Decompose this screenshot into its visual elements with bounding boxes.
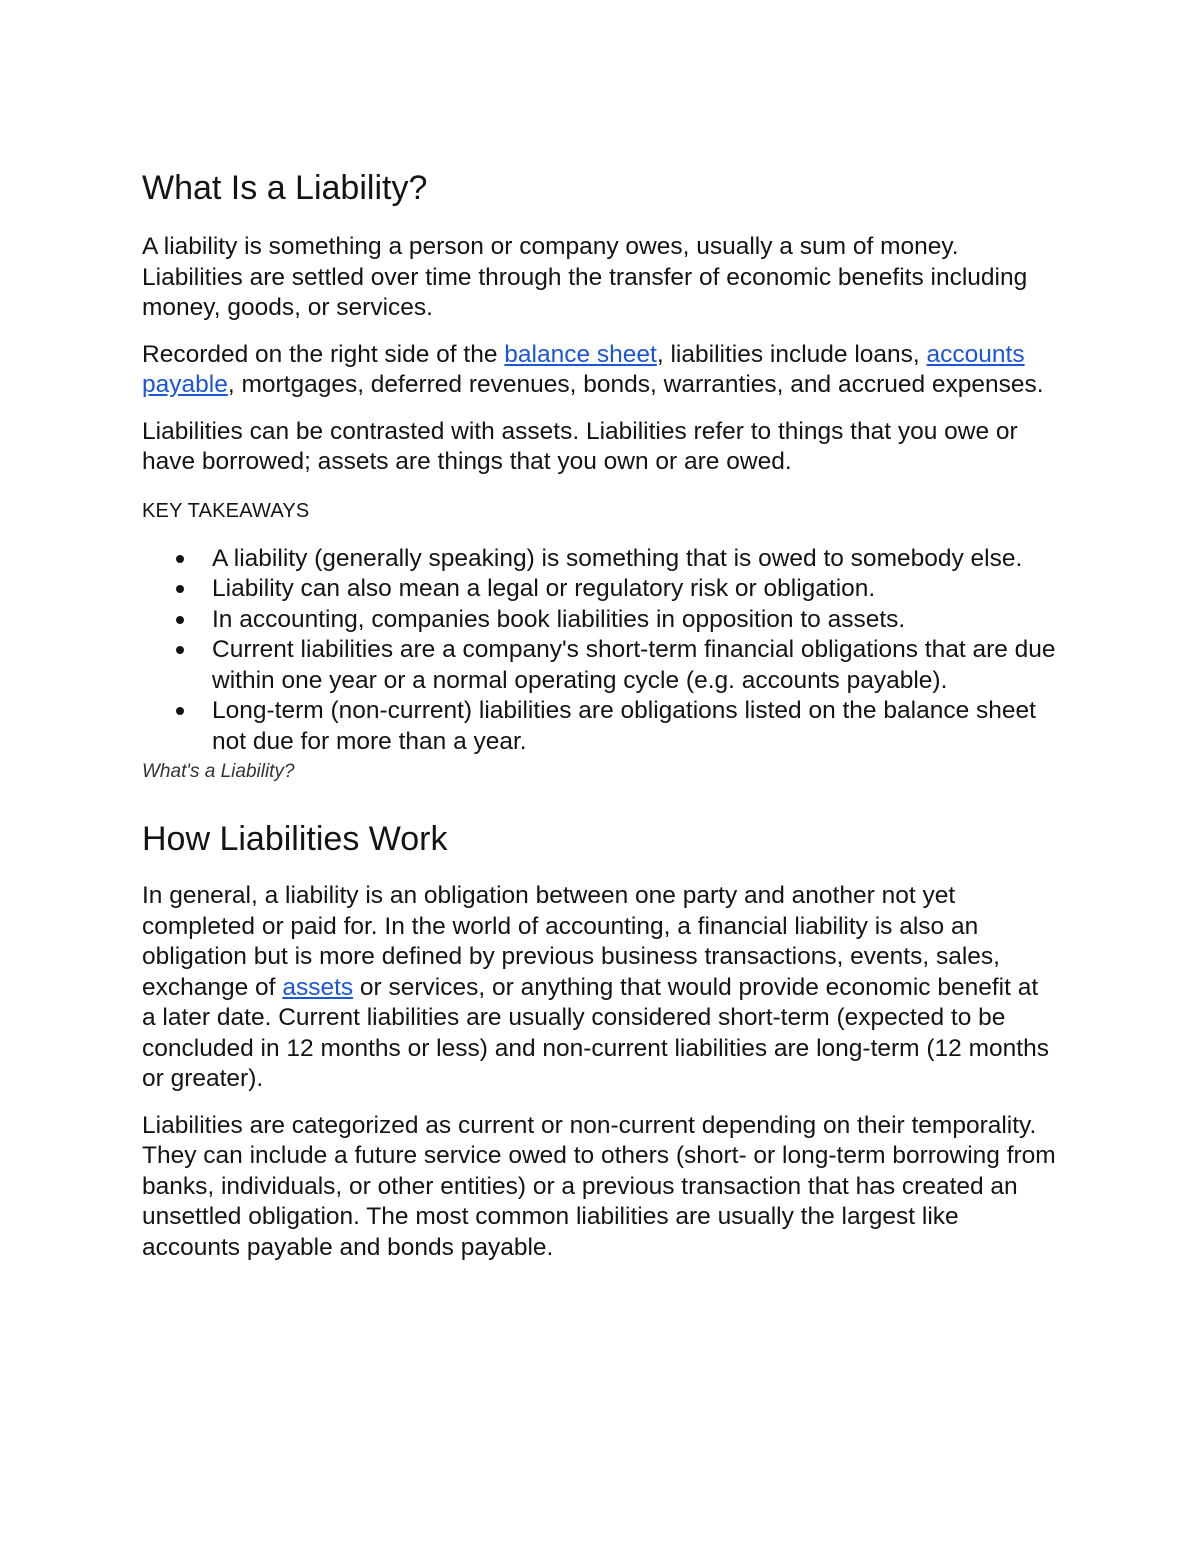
paragraph-categorization: Liabilities are categorized as current or non-current depending on their temporality. They can include a future service owed to others (short- or long-term borrowing from banks, individuals, or other entities) or a previous transaction that has created an unsettled obligation. The most common liabilities are usually the largest like accounts payable and bonds payable. (142, 1111, 1056, 1261)
list-item-text: In accounting, companies book liabilities in opposition to assets. (212, 605, 906, 633)
section-heading-what-is-liability: What Is a Liability? (142, 169, 428, 207)
bullet-icon (176, 585, 184, 593)
balance-sheet-link[interactable]: balance sheet (504, 340, 657, 368)
text-run: , liabilities include loans, (656, 340, 927, 368)
list-item (142, 544, 1058, 575)
list-item-text: Current liabilities are a company's short-term financial obligations that are due within one year or a normal operating cycle (e.g. accounts payable). (212, 636, 1056, 694)
bullet-icon (176, 555, 184, 563)
paragraph-contrast-assets: Liabilities can be contrasted with assets. Liabilities refer to things that you owe or have borrowed; assets are things that you own or are owed. (142, 417, 1018, 475)
list-item-text: A liability (generally speaking) is something that is owed to somebody else. (212, 544, 1023, 572)
assets-link[interactable]: assets (282, 973, 354, 1001)
section-heading-how-liabilities-work: How Liabilities Work (142, 820, 448, 858)
list-item-text: Liability can also mean a legal or regulatory risk or obligation. (212, 575, 876, 602)
bullet-icon (176, 707, 184, 715)
accounts-payable-link[interactable]: accounts payable (142, 340, 1025, 398)
paragraph-definition: A liability is something a person or company owes, usually a sum of money. Liabilities are settled over time through the transfer of economic benefits including money, goods, or services. (142, 233, 1028, 321)
key-takeaways-list (142, 544, 1058, 758)
list-item-text: Long-term (non-current) liabilities are obligations listed on the balance sheet not due for more than a year. (212, 697, 1036, 755)
text-run: Recorded on the right side of the (142, 340, 505, 368)
list-item (142, 574, 1058, 605)
list-item (142, 605, 1058, 636)
paragraph-balance-sheet (142, 340, 1058, 401)
video-caption: What's a Liability? (142, 761, 295, 782)
text-run: or services, or anything that would provide economic benefit at a later date. Current liabilities are usually considered short-term (expected to be concluded in 12 months or less) and non-current liabilities are long-term (12 months or greater). (142, 973, 1049, 1092)
text-run: In general, a liability is an obligation between one party and another not yet completed or paid for. In the world of accounting, a financial liability is also an obligation but is more defined by previous business transactions, events, sales, exchange of (142, 882, 1000, 1001)
paragraph-how-liabilities-work (142, 881, 1058, 1095)
document-page (142, 168, 1058, 1279)
list-item (142, 635, 1058, 696)
text-run: , mortgages, deferred revenues, bonds, warranties, and accrued expenses. (227, 371, 1044, 398)
list-item (142, 696, 1058, 757)
bullet-icon (176, 616, 184, 624)
key-takeaways-title: KEY TAKEAWAYS (142, 499, 310, 522)
bullet-icon (176, 646, 184, 654)
